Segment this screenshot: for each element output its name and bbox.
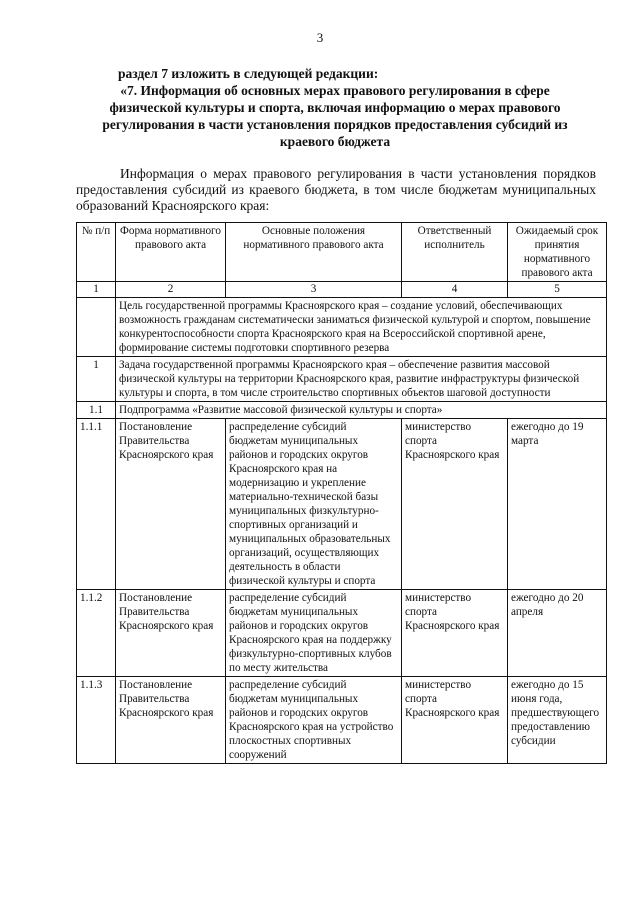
goal-number-cell xyxy=(77,298,116,357)
task-number: 1 xyxy=(77,357,116,402)
regulation-table xyxy=(76,222,607,764)
row-provisions: распределение субсидий бюджетам муниципальных районов и городских округов Красноярского края на модернизацию и укрепление материально-технической базы муниципальных физкультурно-спортивных организаций и муниципальных образовательных организаций, осуществляющих деятельность в области физической культуры и спорта xyxy=(226,419,402,590)
column-number: 3 xyxy=(226,282,402,298)
intro-line: раздел 7 изложить в следующей редакции: xyxy=(118,66,379,81)
goal-text: Цель государственной программы Красноярского края – создание условий, обеспечивающих возможность гражданам систематически заниматься физической культурой и спортом, повышение конкурентоспособности спорта Красноярского края на Всероссийской спортивной арене, формирование системы подготовки спортивного резерва xyxy=(116,298,607,357)
page-number: 3 xyxy=(316,30,324,45)
subprogram-number: 1.1 xyxy=(77,402,116,419)
column-number: 1 xyxy=(77,282,116,298)
table-row xyxy=(77,419,607,590)
subprogram-row xyxy=(77,402,607,419)
row-provisions: распределение субсидий бюджетам муниципальных районов и городских округов Красноярского края на поддержку физкультурно-спортивных клубов по месту жительства xyxy=(226,590,402,677)
section-heading: «7. Информация об основных мерах правового регулирования в сфере физической культуры и спорта, включая информацию о мерах правового регулирования в части установления порядков предоставления субсидий из краевого бюджета xyxy=(102,83,568,149)
header-deadline: Ожидаемый срок принятия нормативного правового акта xyxy=(508,223,607,282)
table-header-row xyxy=(77,223,607,282)
header-number: № п/п xyxy=(77,223,116,282)
row-form: Постановление Правительства Красноярского края xyxy=(116,419,226,590)
row-deadline: ежегодно до 15 июня года, предшествующего предоставлению субсидии xyxy=(508,677,607,764)
column-number: 4 xyxy=(402,282,508,298)
row-deadline: ежегодно до 20 апреля xyxy=(508,590,607,677)
row-number: 1.1.3 xyxy=(77,677,116,764)
task-row xyxy=(77,357,607,402)
goal-row xyxy=(77,298,607,357)
row-deadline: ежегодно до 19 марта xyxy=(508,419,607,590)
row-executor: министерство спорта Красноярского края xyxy=(402,419,508,590)
column-number: 5 xyxy=(508,282,607,298)
row-number: 1.1.2 xyxy=(77,590,116,677)
row-executor: министерство спорта Красноярского края xyxy=(402,677,508,764)
task-text: Задача государственной программы Красноярского края – обеспечение развития массовой физической культуры на территории Красноярского края, развитие инфраструктуры физической культуры и спорта, в том числе строительство спортивных объектов шаговой доступности xyxy=(116,357,607,402)
table-row xyxy=(77,590,607,677)
subprogram-text: Подпрограмма «Развитие массовой физической культуры и спорта» xyxy=(116,402,607,419)
table-row xyxy=(77,677,607,764)
info-paragraph: Информация о мерах правового регулирования в части установления порядков предоставления субсидий из краевого бюджета, в том числе бюджетам муниципальных образований Красноярского края: xyxy=(76,166,596,213)
row-provisions: распределение субсидий бюджетам муниципальных районов и городских округов Красноярского края на устройство плоскостных спортивных сооружений xyxy=(226,677,402,764)
row-executor: министерство спорта Красноярского края xyxy=(402,590,508,677)
header-form: Форма нормативного правового акта xyxy=(116,223,226,282)
header-provisions: Основные положения нормативного правового акта xyxy=(226,223,402,282)
header-executor: Ответственный исполнитель xyxy=(402,223,508,282)
row-number: 1.1.1 xyxy=(77,419,116,590)
column-number: 2 xyxy=(116,282,226,298)
row-form: Постановление Правительства Красноярского края xyxy=(116,590,226,677)
row-form: Постановление Правительства Красноярского края xyxy=(116,677,226,764)
column-numbers-row xyxy=(77,282,607,298)
